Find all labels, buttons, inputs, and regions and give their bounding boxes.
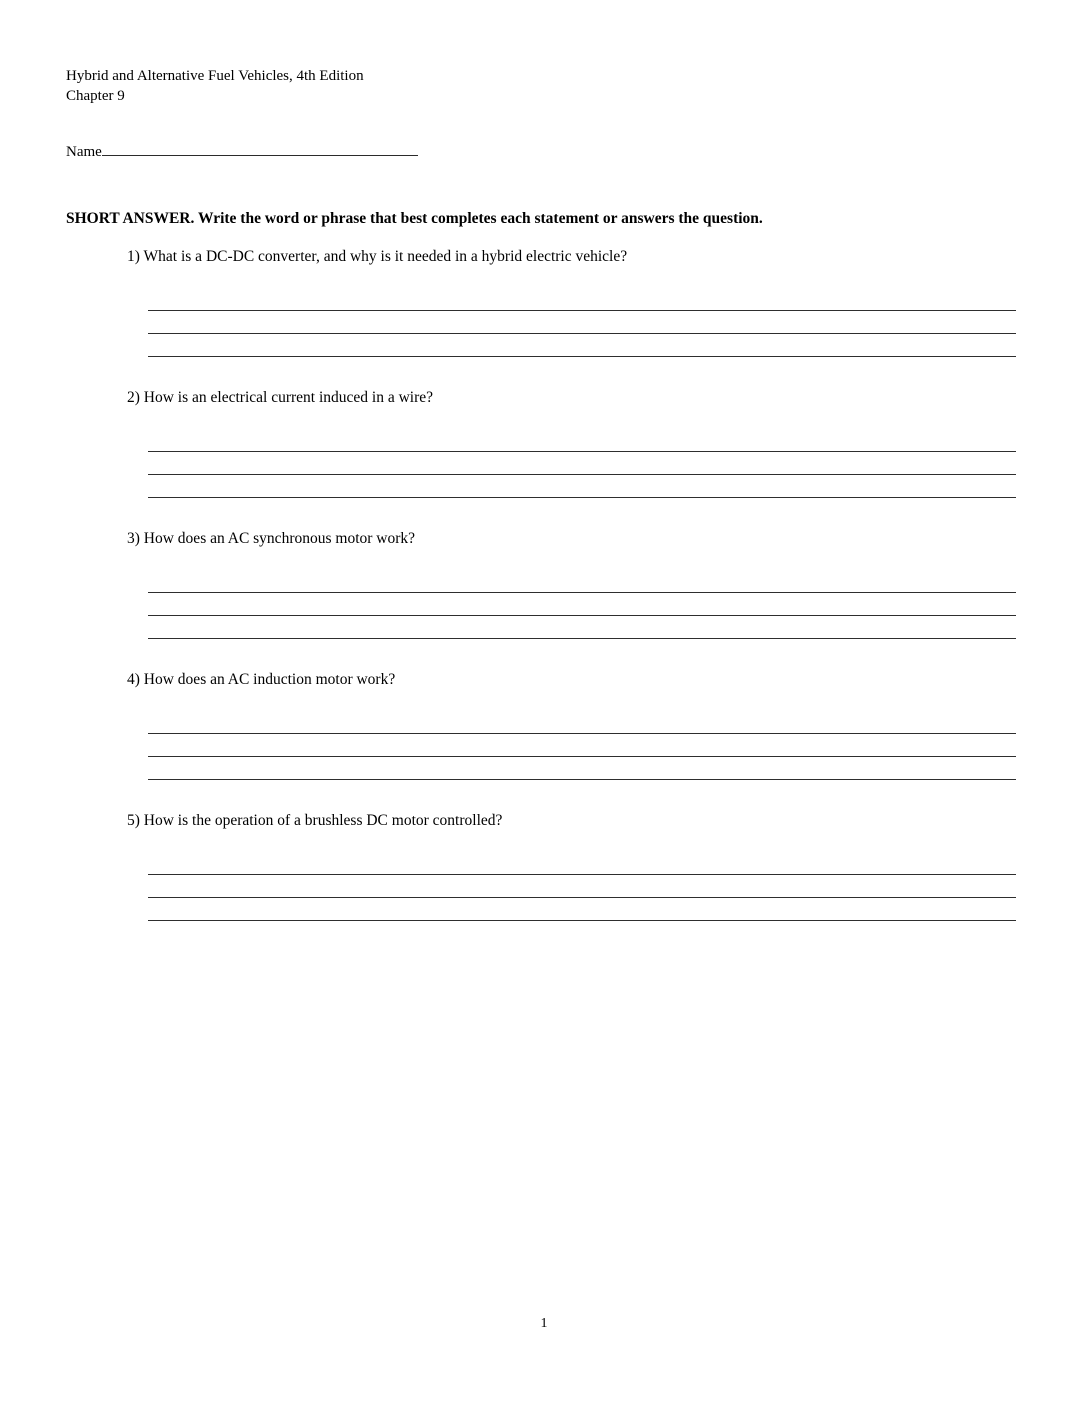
name-label: Name bbox=[66, 144, 102, 160]
question-body: How is the operation of a brushless DC motor controlled? bbox=[143, 812, 503, 829]
question-number: 5) bbox=[127, 812, 140, 829]
question-1 bbox=[127, 246, 1088, 357]
answer-blank-line bbox=[148, 593, 1016, 616]
question-text bbox=[127, 528, 1088, 549]
question-text bbox=[127, 669, 1088, 690]
answer-blank-line bbox=[148, 852, 1016, 875]
question-body: What is a DC-DC converter, and why is it needed in a hybrid electric vehicle? bbox=[143, 248, 628, 265]
answer-lines bbox=[148, 711, 1016, 780]
answer-blank-line bbox=[148, 452, 1016, 475]
answer-blank-line bbox=[148, 570, 1016, 593]
question-text bbox=[127, 810, 1088, 831]
answer-blank-line bbox=[148, 757, 1016, 780]
answer-blank-line bbox=[148, 898, 1016, 921]
document-header bbox=[66, 0, 1088, 106]
answer-blank-line bbox=[148, 288, 1016, 311]
answer-blank-line bbox=[148, 616, 1016, 639]
question-number: 3) bbox=[127, 530, 140, 547]
answer-blank-line bbox=[148, 334, 1016, 357]
answer-blank-line bbox=[148, 734, 1016, 757]
answer-lines bbox=[148, 288, 1016, 357]
answer-lines bbox=[148, 852, 1016, 921]
name-row bbox=[66, 142, 1088, 161]
question-5 bbox=[127, 810, 1088, 921]
answer-lines bbox=[148, 429, 1016, 498]
question-2 bbox=[127, 387, 1088, 498]
question-text bbox=[127, 246, 1088, 267]
book-title: Hybrid and Alternative Fuel Vehicles, 4th Edition bbox=[66, 68, 364, 84]
section-instruction: SHORT ANSWER. Write the word or phrase that best completes each statement or answers the question. bbox=[66, 210, 763, 227]
answer-blank-line bbox=[148, 711, 1016, 734]
name-blank-line bbox=[102, 142, 418, 156]
question-3 bbox=[127, 528, 1088, 639]
chapter-label: Chapter 9 bbox=[66, 88, 125, 104]
question-body: How is an electrical current induced in a wire? bbox=[143, 389, 433, 406]
answer-blank-line bbox=[148, 875, 1016, 898]
question-body: How does an AC synchronous motor work? bbox=[143, 530, 416, 547]
answer-blank-line bbox=[148, 429, 1016, 452]
question-body: How does an AC induction motor work? bbox=[143, 671, 396, 688]
page-number: 1 bbox=[540, 1316, 548, 1331]
answer-blank-line bbox=[148, 311, 1016, 334]
question-number: 4) bbox=[127, 671, 140, 688]
question-number: 1) bbox=[127, 248, 140, 265]
answer-lines bbox=[148, 570, 1016, 639]
question-text bbox=[127, 387, 1088, 408]
question-4 bbox=[127, 669, 1088, 780]
questions-section bbox=[0, 246, 1088, 921]
answer-blank-line bbox=[148, 475, 1016, 498]
question-number: 2) bbox=[127, 389, 140, 406]
